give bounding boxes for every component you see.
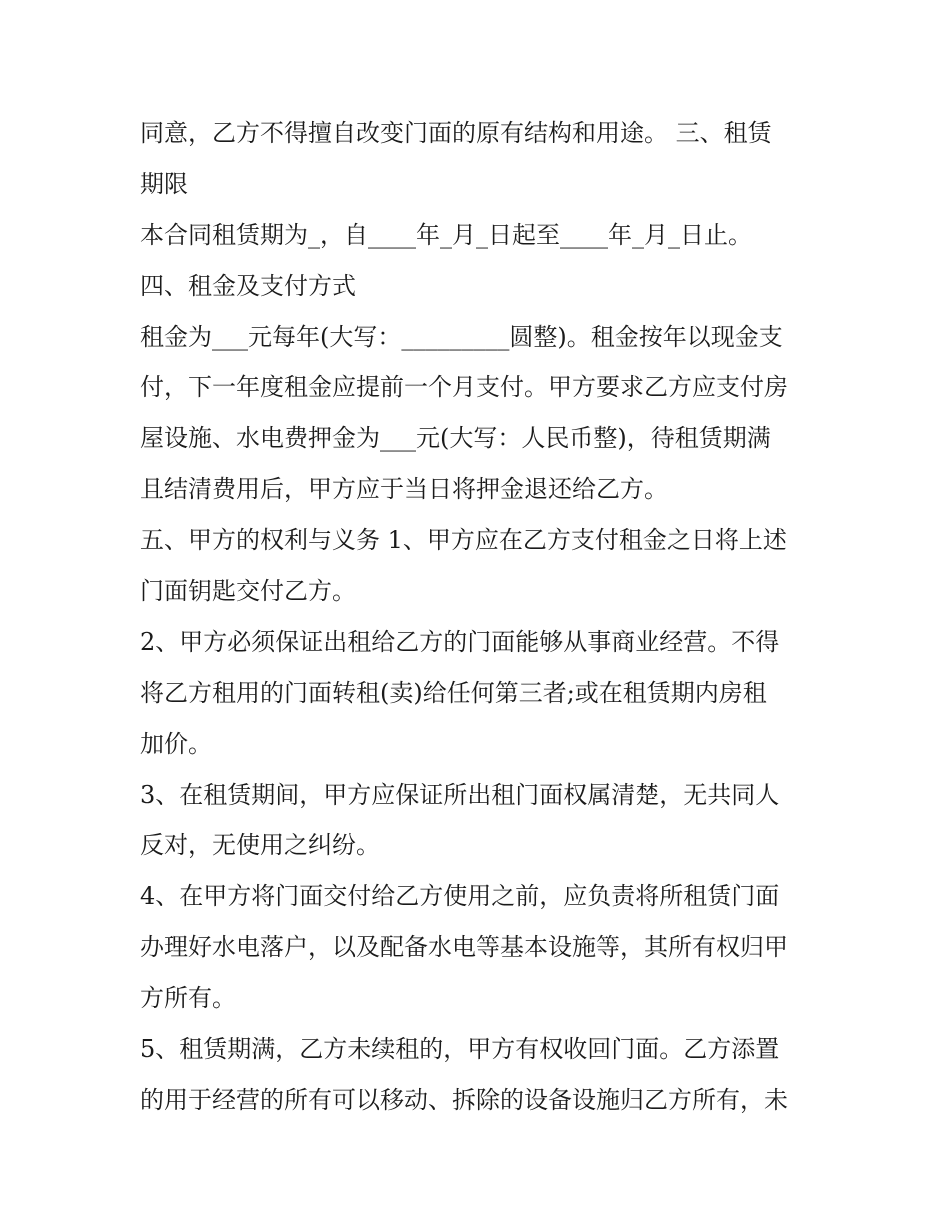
text-line-6: 付，下一年度租金应提前一个月支付。甲方要求乙方应支付房 (140, 373, 788, 402)
text-line-20: 的用于经营的所有可以移动、拆除的设备设施归乙方所有，未 (140, 1085, 788, 1114)
text-line-19: 5、租赁期满，乙方未续租的，甲方有权收回门面。乙方添置 (140, 1035, 780, 1064)
document-body (140, 108, 820, 1126)
text-line-3: 本合同租赁期为_，自____年_月_日起至____年_月_日止。 (140, 220, 752, 249)
text-line-16: 4、在甲方将门面交付给乙方使用之前，应负责将所租赁门面 (140, 882, 780, 911)
text-line-8: 且结清费用后，甲方应于当日将押金退还给乙方。 (140, 475, 668, 504)
text-line-17: 办理好水电落户，以及配备水电等基本设施等，其所有权归甲 (140, 933, 788, 962)
text-line-12: 将乙方租用的门面转租(卖)给任何第三者;或在租赁期内房租 (140, 678, 767, 707)
section-heading-rent-payment: 四、租金及支付方式 (140, 271, 356, 300)
text-line-5: 租金为___元每年(大写：_________圆整)。租金按年以现金支 (140, 322, 783, 351)
text-line-18: 方所有。 (140, 984, 236, 1013)
text-line-10: 门面钥匙交付乙方。 (140, 577, 356, 606)
text-line-14: 3、在租赁期间，甲方应保证所出租门面权属清楚，无共同人 (140, 780, 780, 809)
text-line-11: 2、甲方必须保证出租给乙方的门面能够从事商业经营。不得 (140, 627, 780, 656)
text-line-13: 加价。 (140, 729, 212, 758)
text-line-9: 五、甲方的权利与义务 1、甲方应在乙方支付租金之日将上述 (140, 526, 787, 555)
text-line-7: 屋设施、水电费押金为___元(大写：人民币整)，待租赁期满 (140, 424, 771, 453)
text-line-2: 期限 (140, 169, 188, 198)
text-line-1: 同意，乙方不得擅自改变门面的原有结构和用途。 三、租赁 (140, 119, 772, 147)
text-line-15: 反对，无使用之纠纷。 (140, 831, 380, 860)
